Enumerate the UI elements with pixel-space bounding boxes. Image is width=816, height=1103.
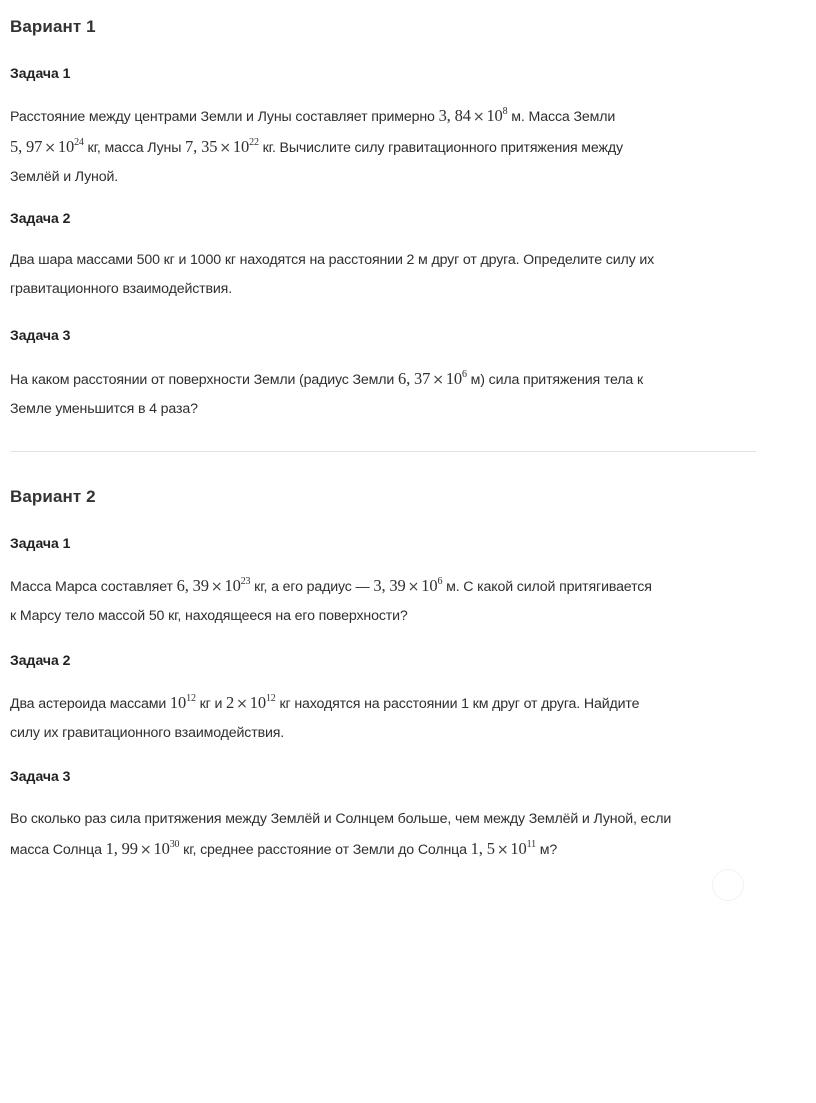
v1-task3-title: Задача 3 <box>10 327 71 343</box>
v2-task3-title: Задача 3 <box>10 768 71 784</box>
v1-task1-title: Задача 1 <box>10 65 71 81</box>
v1-task2-title: Задача 2 <box>10 210 71 226</box>
v1-task1-text: Расстояние между центрами Земли и Луны составляет примерно 3, $84 \times 10^8$ м. Масса Земли 5, $97 \times 10^{24}$ кг, масса Луны 7, $35 \times 10^{22}$ кг. Вычислите силу гравитационного притяжения между Землёй и Луной. <box>10 106 623 185</box>
v2-task1-text: Масса Марса составляет 6, $39 \times 10^{23}$ кг, а его радиус — 3, $39 \times 10^6$ м. С какой силой притягивается к Марсу тело массой 50 кг, находящееся на его поверхности? <box>10 576 652 624</box>
variant-1-title: Вариант 1 <box>10 17 96 36</box>
v2-task3-text: Во сколько раз сила притяжения между Землёй и Солнцем больше, чем между Землёй и Луной, если масса Солнца 1, $99 \times 10^{30}$ кг, среднее расстояние от Земли до Солнца 1, $5 \times 10^{11}$ м? <box>10 811 672 858</box>
v1-task2-text: Два шара массами 500 кг и 1000 кг находятся на расстоянии 2 м друг от друга. Определите силу их гравитационного взаимодействия. <box>10 252 655 297</box>
variant-2-title: Вариант 2 <box>10 487 96 506</box>
v2-task2-title: Задача 2 <box>10 652 71 668</box>
v2-task2-text: Два астероида массами $10^{12}$ кг и $2 \times 10^{12}$ кг находятся на расстоянии 1 км друг от друга. Найдите силу их гравитационного взаимодействия. <box>10 693 640 741</box>
floating-action-button[interactable] <box>712 869 744 901</box>
v1-task3-text: На каком расстоянии от поверхности Земли (радиус Земли 6, $37 \times 10^6$ м) сила притяжения тела к Земле уменьшится в 4 раза? <box>10 369 644 417</box>
v2-task1-title: Задача 1 <box>10 535 71 551</box>
section-divider <box>10 451 756 452</box>
